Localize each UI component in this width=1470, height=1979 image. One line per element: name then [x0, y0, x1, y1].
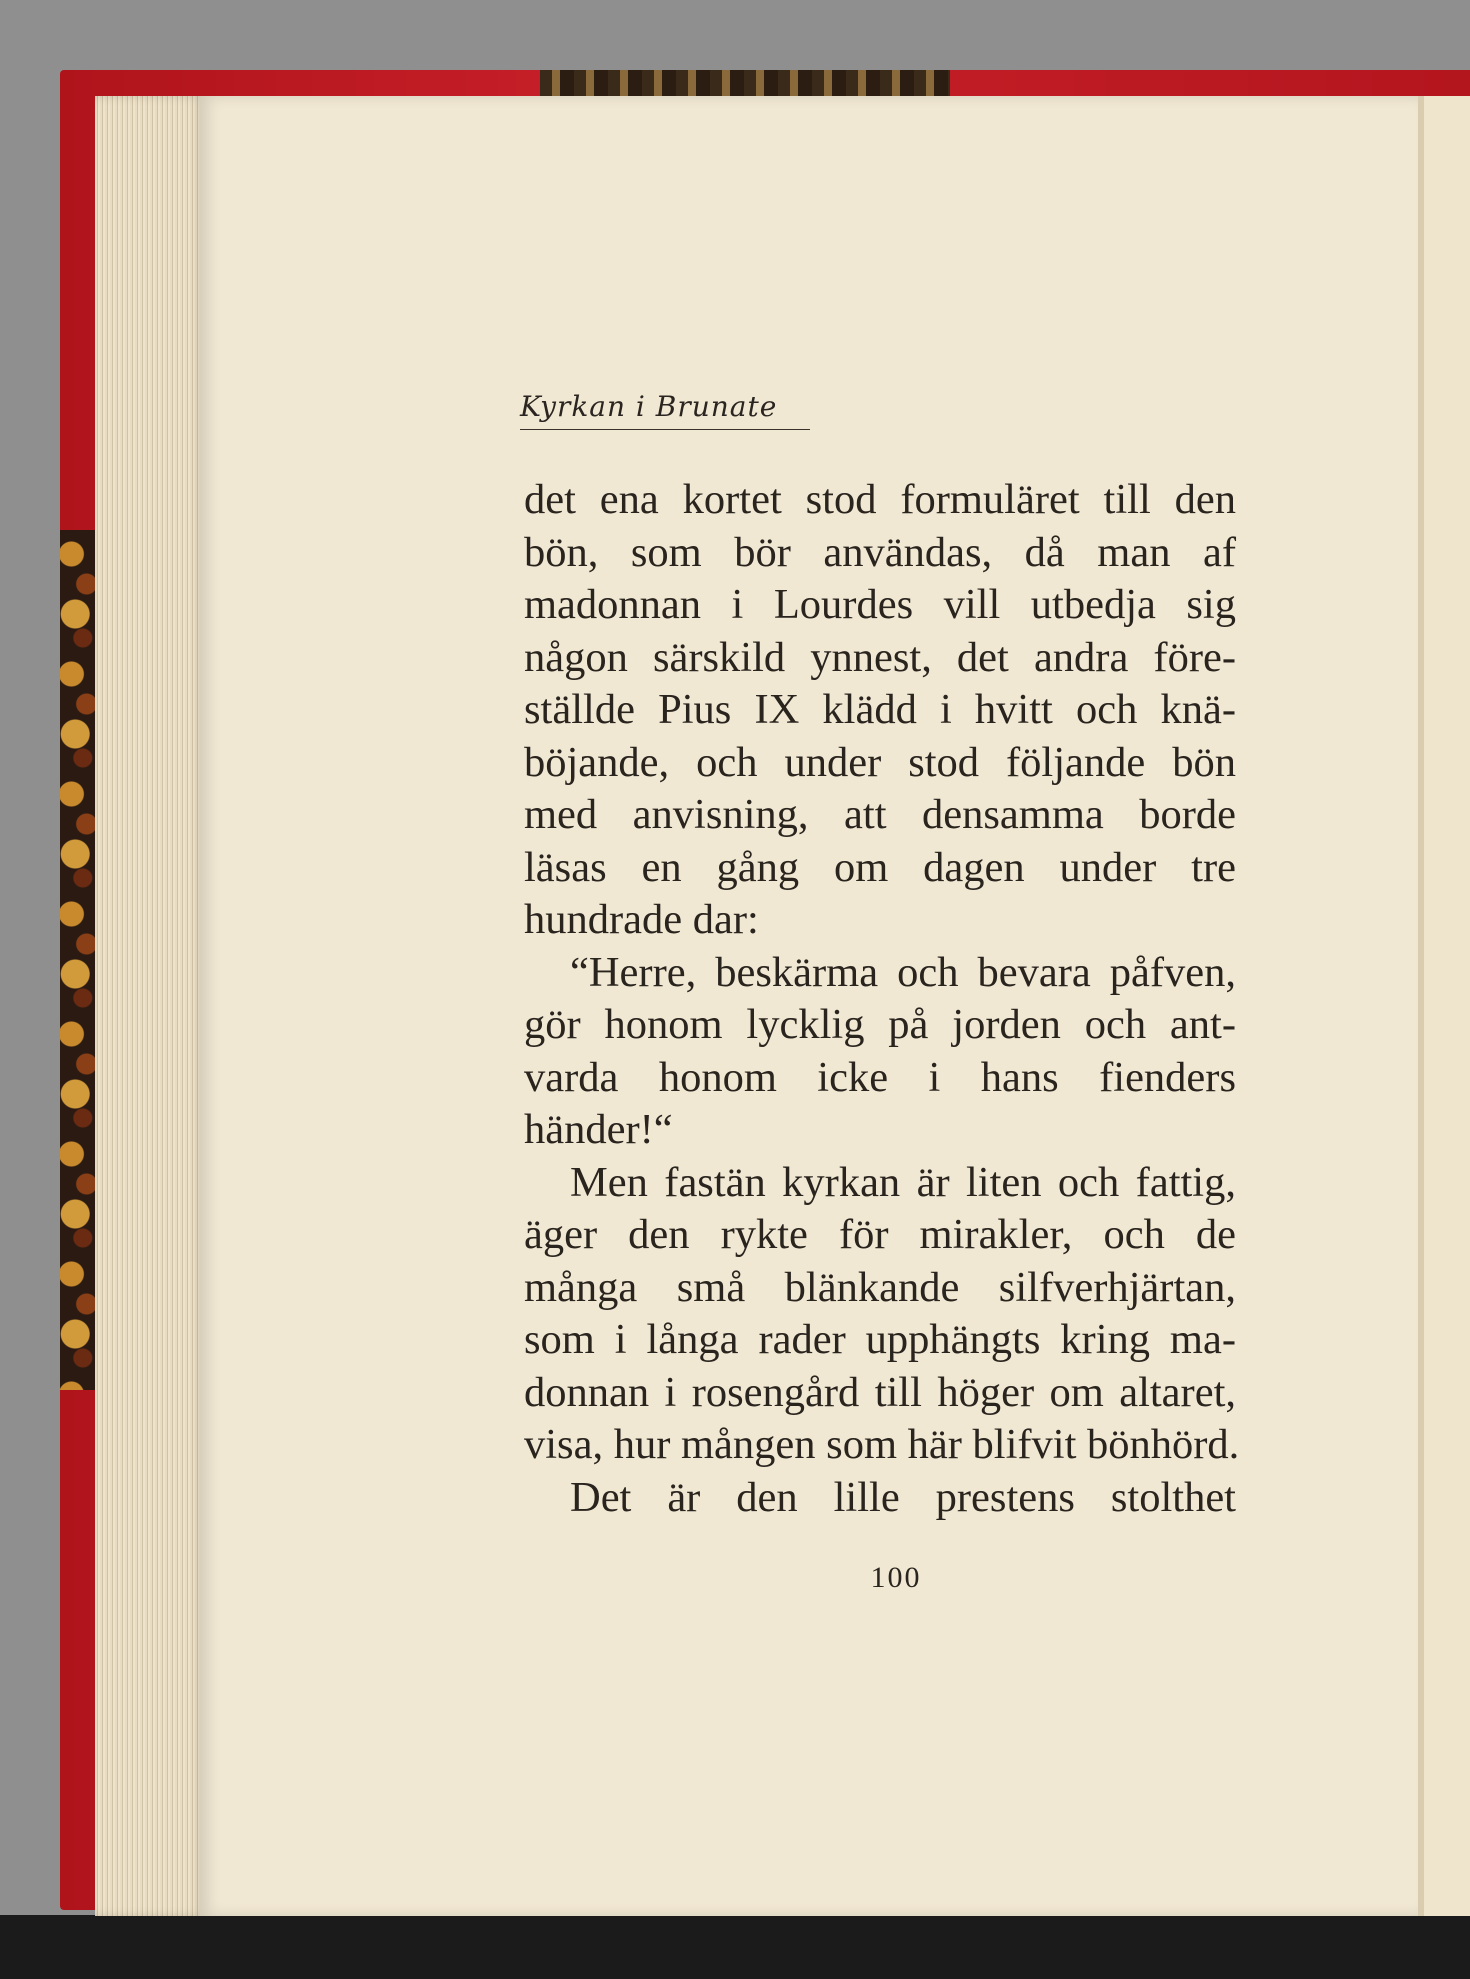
text-line: varda honom icke i hans fienders	[524, 1053, 1236, 1101]
running-head: Kyrkan i Brunate	[520, 390, 810, 430]
facing-page-edge	[1418, 96, 1470, 1916]
text-line: äger den rykte för mirakler, och de	[524, 1211, 1236, 1258]
marbled-spine	[60, 530, 98, 1390]
table-surface	[0, 1915, 1470, 1979]
text-line: visa, hur mången som här blifvit bönhörd.	[524, 1421, 1240, 1468]
text-line: Det är den lille prestens stolthet	[570, 1473, 1236, 1521]
text-line: Men fastän kyrkan är liten och fattig,	[570, 1158, 1236, 1206]
text-line: böjande, och under stod följande bön	[524, 738, 1236, 786]
text-line: det ena kortet stod formuläret till den	[524, 476, 1236, 523]
page-number: 100	[870, 1561, 922, 1594]
text-line: “Herre, beskärma och bevara påfven,	[570, 948, 1236, 996]
page-edges	[95, 96, 205, 1916]
body-text	[524, 474, 1240, 1524]
text-line: ställde Pius IX klädd i hvitt och knä-	[524, 686, 1236, 733]
text-line: gör honom lycklig på jorden och ant-	[524, 1001, 1236, 1048]
text-line: många små blänkande silfverhjärtan,	[524, 1263, 1236, 1311]
text-line: händer!“	[524, 1106, 673, 1153]
text-line: med anvisning, att densamma borde	[524, 791, 1236, 838]
text-line: bön, som bör användas, då man af	[524, 528, 1236, 576]
text-line: hundrade dar:	[524, 896, 759, 943]
text-line: som i långa rader upphängts kring ma-	[524, 1316, 1236, 1363]
text-line: madonnan i Lourdes vill utbedja sig	[524, 581, 1236, 628]
text-line: läsas en gång om dagen under tre	[524, 843, 1236, 891]
text-line: någon särskild ynnest, det andra före-	[524, 633, 1236, 681]
text-line: donnan i rosengård till höger om altaret,	[524, 1368, 1236, 1416]
headband	[540, 70, 950, 96]
